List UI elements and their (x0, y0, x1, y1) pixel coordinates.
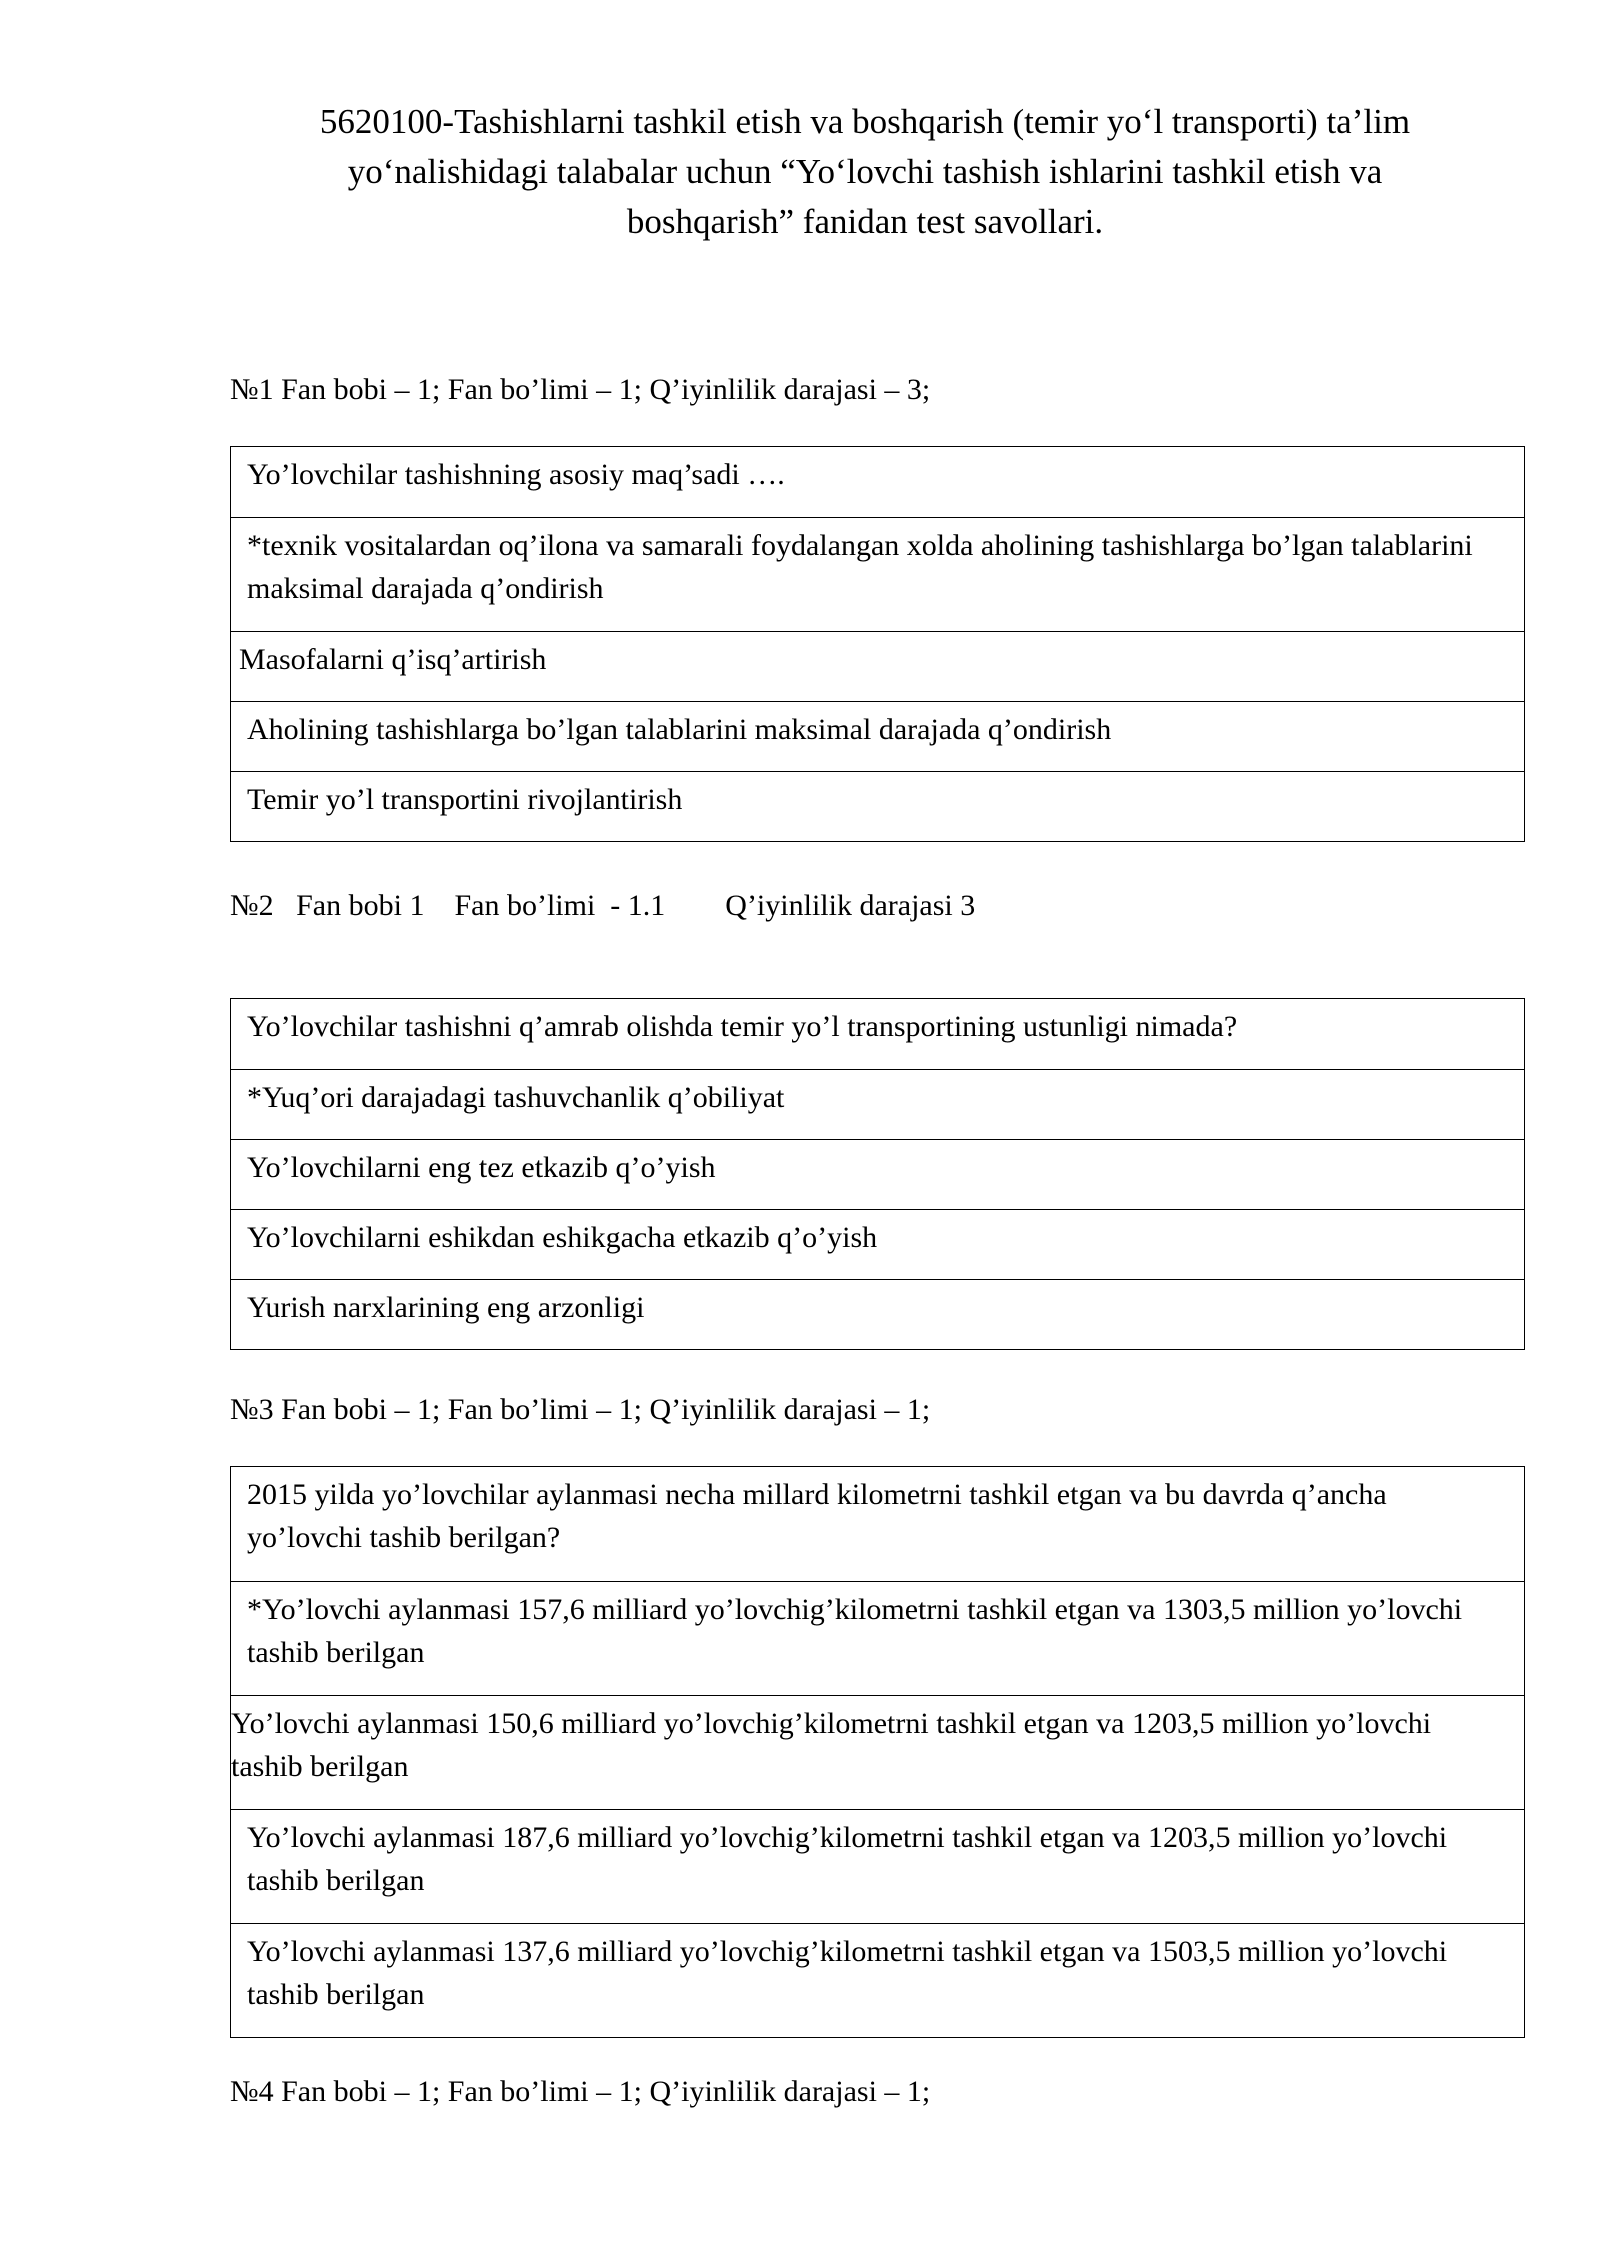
question-2-header: №2 Fan bobi 1 Fan bo’limi - 1.1 Q’iyinlilik darajasi 3 (230, 889, 976, 922)
question-1-header: №1 Fan bobi – 1; Fan bo’limi – 1; Q’iyinlilik darajasi – 3; (230, 373, 931, 406)
title-line-2: yo‘nalishidagi talabalar uchun “Yo‘lovchi tashish ishlarini tashkil etish va (347, 152, 1383, 191)
question-4-header: №4 Fan bobi – 1; Fan bo’limi – 1; Q’iyinlilik darajasi – 1; (230, 2075, 931, 2108)
question-1-option-3: Aholining tashishlarga bo’lgan talablarini maksimal darajada q’ondirish (231, 701, 1524, 771)
question-2-option-3: Yo’lovchilarni eshikdan eshikgacha etkazib q’o’yish (231, 1209, 1524, 1279)
question-1-option-4: Temir yo’l transportini rivojlantirish (231, 771, 1524, 841)
question-2-option-4: Yurish narxlarining eng arzonligi (231, 1279, 1524, 1349)
question-1-option-1: *texnik vositalardan oq’ilona va samarali foydalangan xolda aholining tashishlarga bo’lgan talablarini maksimal darajada q’ondirish (231, 517, 1524, 631)
question-3-option-2: Yo’lovchi aylanmasi 150,6 milliard yo’lovchig’kilometrni tashkil etgan va 1203,5 million yo’lovchi tashib berilgan (231, 1695, 1524, 1809)
title-line-1: 5620100-Tashishlarni tashkil etish va boshqarish (temir yo‘l transporti) ta’lim (319, 102, 1411, 141)
question-3-option-3: Yo’lovchi aylanmasi 187,6 milliard yo’lovchig’kilometrni tashkil etgan va 1203,5 million yo’lovchi tashib berilgan (231, 1809, 1524, 1923)
question-2-text: Yo’lovchilar tashishni q’amrab olishda temir yo’l transportining ustunligi nimada? (247, 1010, 1238, 1043)
question-2-option-1: *Yuq’ori darajadagi tashuvchanlik q’obiliyat (231, 1069, 1524, 1139)
question-1-text: Yo’lovchilar tashishning asosiy maq’sadi …. (247, 458, 785, 491)
question-3-option-1: *Yo’lovchi aylanmasi 157,6 milliard yo’lovchig’kilometrni tashkil etgan va 1303,5 million yo’lovchi tashib berilgan (231, 1581, 1524, 1695)
question-1-table (230, 446, 1525, 842)
question-3-text: 2015 yilda yo’lovchilar aylanmasi necha millard kilometrni tashkil etgan va bu davrda q’ancha yo’lovchi tashib berilgan? (247, 1478, 1387, 1554)
question-2-table (230, 998, 1525, 1350)
question-3-option-4: Yo’lovchi aylanmasi 137,6 milliard yo’lovchig’kilometrni tashkil etgan va 1503,5 million yo’lovchi tashib berilgan (231, 1923, 1524, 2037)
title-line-3: boshqarish” fanidan test savollari. (626, 202, 1104, 241)
question-2-option-2: Yo’lovchilarni eng tez etkazib q’o’yish (231, 1139, 1524, 1209)
question-1-option-2: Masofalarni q’isq’artirish (231, 631, 1524, 701)
question-3-table (230, 1466, 1525, 2038)
page-title (250, 97, 1480, 247)
question-3-header: №3 Fan bobi – 1; Fan bo’limi – 1; Q’iyinlilik darajasi – 1; (230, 1393, 931, 1426)
